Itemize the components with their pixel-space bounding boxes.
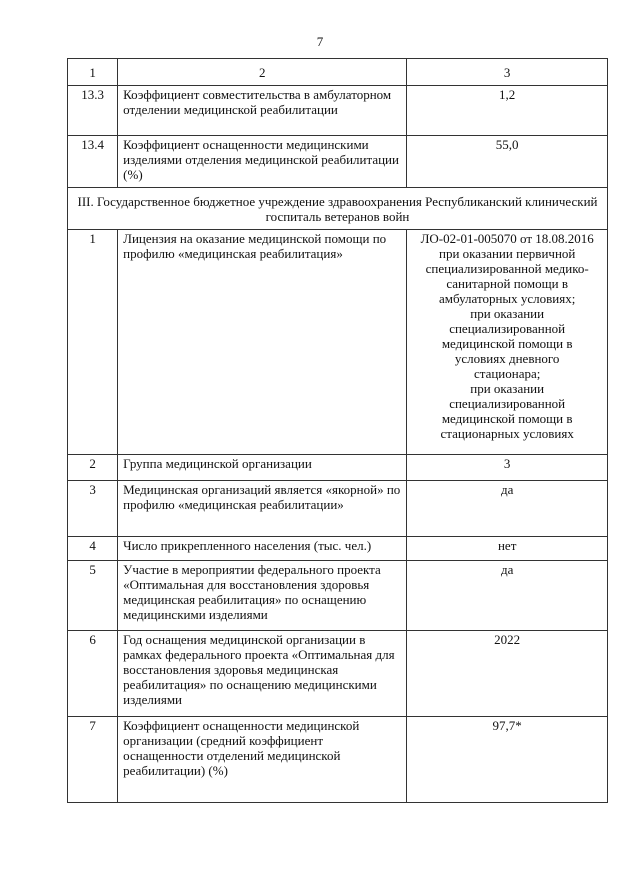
row-number: 7 [68, 717, 118, 803]
license-line: стационара; [473, 366, 541, 381]
row-value: да [407, 561, 608, 631]
row-value: 1,2 [407, 86, 608, 136]
license-line: при оказании [470, 306, 545, 321]
row-name: Год оснащения медицинской организации в рамках федерального проекта «Оптимальная для восстановления здоровья медицинская реабилитация» по оснащению медицинскими изделиями [118, 631, 407, 717]
row-name: Коэффициент оснащенности медицинскими изделиями отделения медицинской реабилитации (%) [118, 136, 407, 188]
license-line: условиях дневного [454, 351, 560, 366]
row-number: 13.3 [68, 86, 118, 136]
table-row [68, 561, 608, 631]
table-row [68, 86, 608, 136]
license-line: ЛО-02-01-005070 от 18.08.2016 [420, 231, 594, 246]
license-line: специализированной медико- [425, 261, 589, 276]
data-table [67, 58, 608, 803]
table-row [68, 481, 608, 537]
row-value: 2022 [407, 631, 608, 717]
row-value: да [407, 481, 608, 537]
row-number: 5 [68, 561, 118, 631]
row-value: 55,0 [407, 136, 608, 188]
license-value [407, 230, 608, 455]
license-line: при оказании [470, 381, 545, 396]
section-header-row [68, 188, 608, 230]
header-cell-1: 1 [68, 59, 118, 86]
row-name: Лицензия на оказание медицинской помощи по профилю «медицинская реабилитация» [118, 230, 407, 455]
table-row [68, 136, 608, 188]
row-value: нет [407, 537, 608, 561]
license-line: стационарных условиях [440, 426, 574, 441]
section-title: III. Государственное бюджетное учреждение здравоохранения Республиканский клинический госпиталь ветеранов войн [68, 188, 608, 230]
row-number: 2 [68, 455, 118, 481]
row-number: 1 [68, 230, 118, 455]
license-line: при оказании первичной [439, 246, 576, 261]
table-row-license [68, 230, 608, 455]
row-number: 6 [68, 631, 118, 717]
license-line: медицинской помощи в [441, 411, 573, 426]
license-line: амбулаторных условиях; [438, 291, 576, 306]
row-number: 3 [68, 481, 118, 537]
row-value: 97,7* [407, 717, 608, 803]
table-row [68, 537, 608, 561]
table-header-row [68, 59, 608, 86]
header-cell-3: 3 [407, 59, 608, 86]
row-value: 3 [407, 455, 608, 481]
license-line: специализированной [449, 321, 566, 336]
row-name: Медицинская организаций является «якорной» по профилю «медицинская реабилитации» [118, 481, 407, 537]
row-name: Участие в мероприятии федерального проекта «Оптимальная для восстановления здоровья медицинская реабилитация» по оснащению медицинскими изделиями [118, 561, 407, 631]
license-line: специализированной [449, 396, 566, 411]
license-line: санитарной помощи в [446, 276, 569, 291]
table-row [68, 717, 608, 803]
row-number: 13.4 [68, 136, 118, 188]
row-number: 4 [68, 537, 118, 561]
row-name: Группа медицинской организации [118, 455, 407, 481]
license-line: медицинской помощи в [441, 336, 573, 351]
row-name: Число прикрепленного населения (тыс. чел.) [118, 537, 407, 561]
page-number: 7 [316, 34, 324, 49]
row-name: Коэффициент совместительства в амбулаторном отделении медицинской реабилитации [118, 86, 407, 136]
table-row [68, 455, 608, 481]
table-row [68, 631, 608, 717]
row-name: Коэффициент оснащенности медицинской организации (средний коэффициент оснащенности отделений медицинской реабилитации) (%) [118, 717, 407, 803]
header-cell-2: 2 [118, 59, 407, 86]
